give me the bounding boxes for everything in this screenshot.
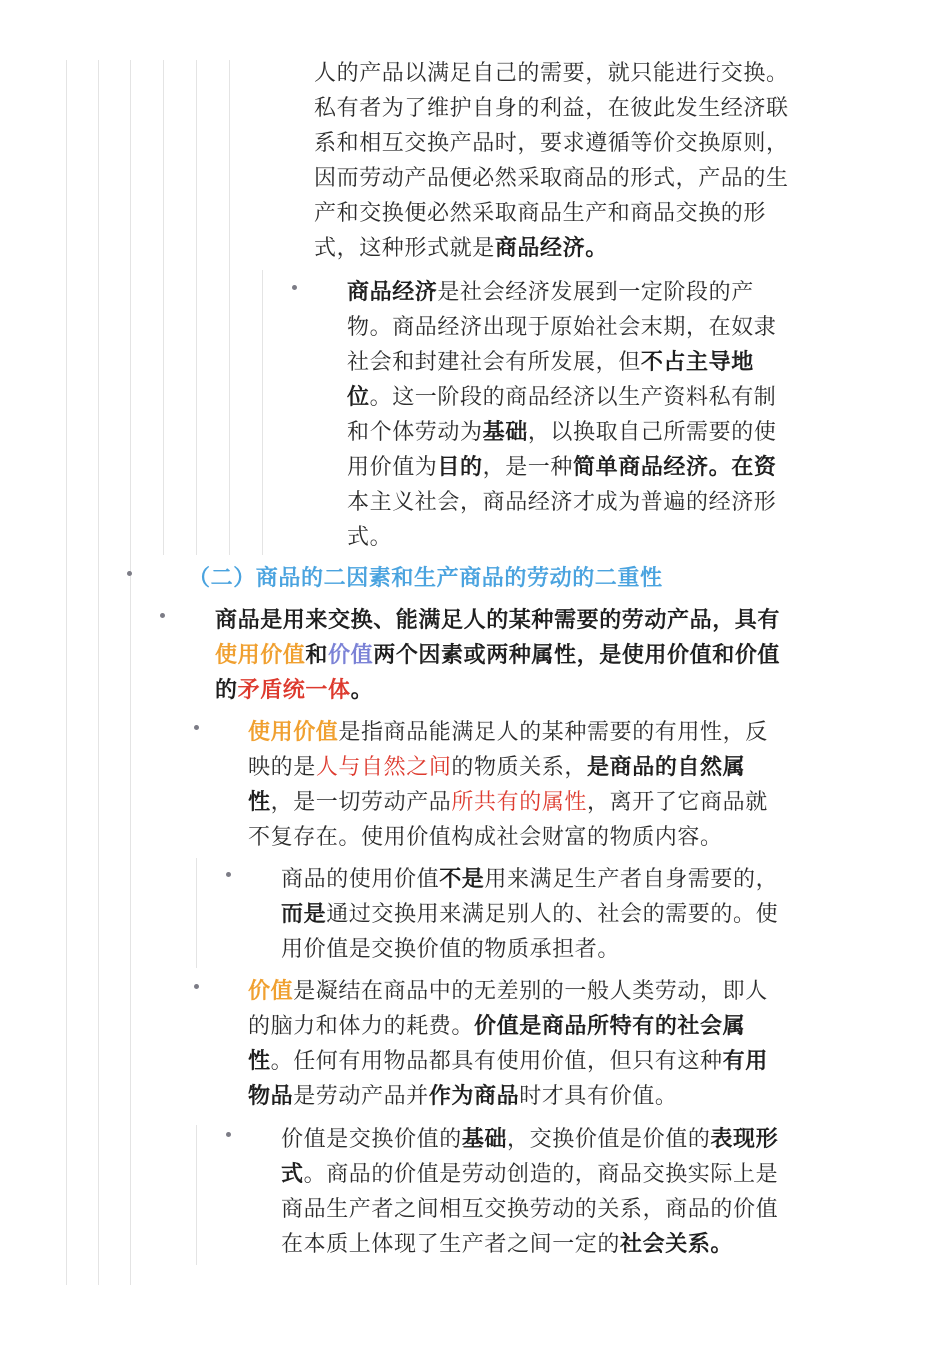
bullet-icon (127, 571, 132, 576)
bullet-icon (226, 872, 231, 877)
indent-guide-line (163, 60, 164, 555)
indent-guide-line (196, 858, 197, 968)
bullet-icon (194, 984, 199, 989)
bullet-icon (226, 1132, 231, 1137)
bullet-icon (160, 613, 165, 618)
indent-guide-line (262, 270, 263, 555)
indent-guide-line (229, 60, 230, 555)
indent-guide-line (66, 60, 67, 1285)
indent-guide-line (130, 60, 131, 1285)
bullet-icon (292, 285, 297, 290)
indent-guide-line (196, 60, 197, 555)
section-heading: （二）商品的二因素和生产商品的劳动的二重性 (188, 566, 663, 591)
indent-guide-line (196, 1125, 197, 1265)
bullet-icon (194, 725, 199, 730)
indent-guide-line (98, 60, 99, 1285)
